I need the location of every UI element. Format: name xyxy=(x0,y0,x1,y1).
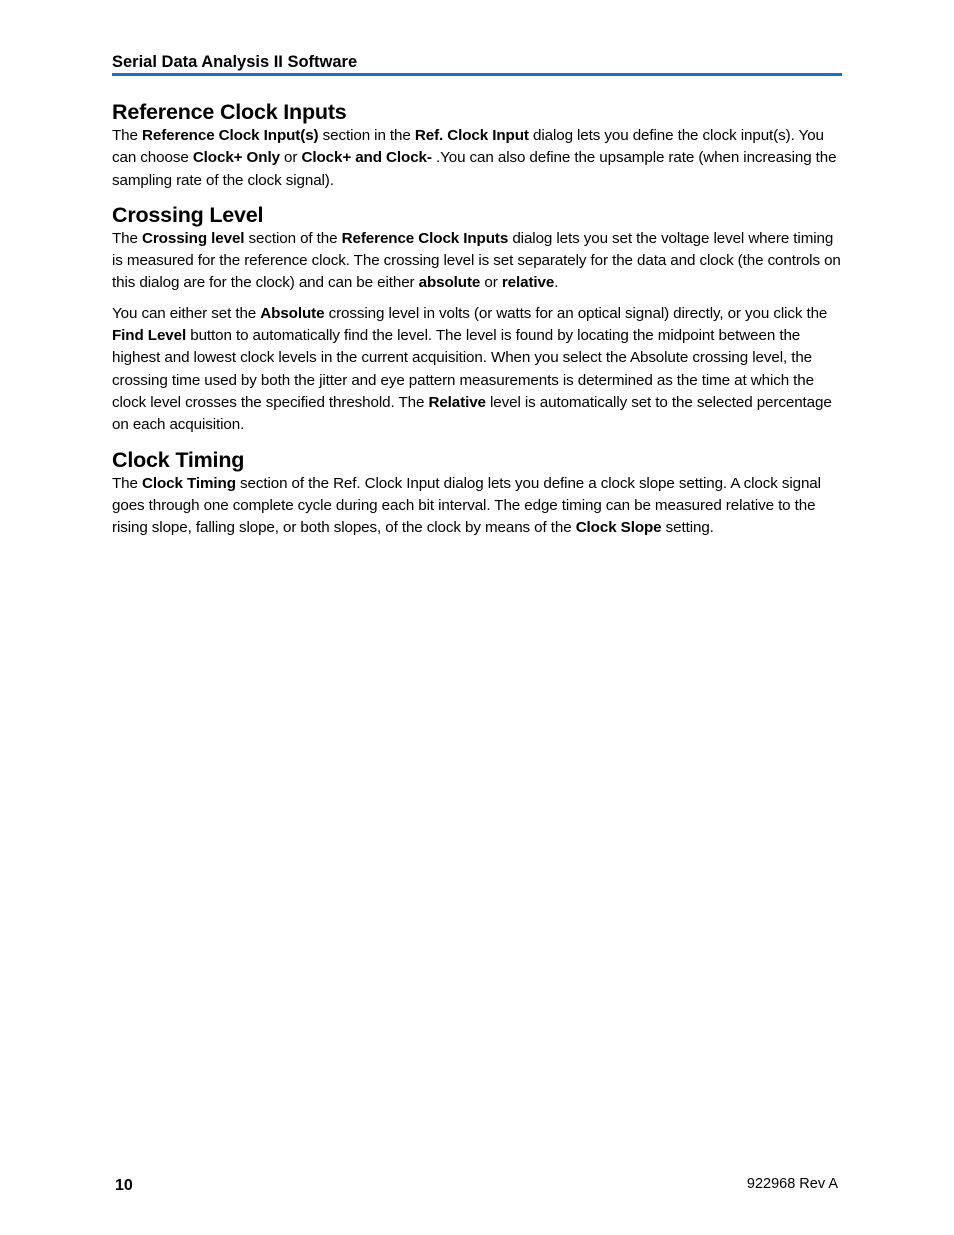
page-content xyxy=(112,99,844,539)
section-heading: Crossing Level xyxy=(112,202,264,227)
bold-term: Ref. Clock Input xyxy=(414,127,529,144)
body-paragraph: You can either set the Absolute crossing level in volts (or watts for an optical signal) directly, or you click the Find Level button to automatically find the level. The level is found by locating the midpoint between the highest and lowest clock levels in the current acquisition. When you select the Absolute crossing level, the crossing time used by both the jitter and eye pattern measurements is determined as the time at which the clock level crosses the specified threshold. The Relative level is automatically set to the selected percentage on each acquisition. xyxy=(112,304,832,434)
section-heading: Reference Clock Inputs xyxy=(112,100,347,124)
bold-term: Reference Clock Inputs xyxy=(341,229,509,247)
bold-term: Clock Timing xyxy=(142,474,236,492)
section-heading: Clock Timing xyxy=(112,447,245,472)
bold-term: Clock Slope xyxy=(575,519,662,537)
section-crossing-level xyxy=(112,202,844,437)
bold-term: Reference Clock Input(s) xyxy=(142,127,319,144)
bold-term: absolute xyxy=(418,274,481,292)
body-paragraph: The Crossing level section of the Reference Clock Inputs dialog lets you set the voltage level where timing is measured for the reference clock. The crossing level is set separately for the data and clock (the controls on this dialog are for the clock) and can be either absolute or relative. xyxy=(112,229,841,292)
body-paragraph: The Reference Clock Input(s) section in the Ref. Clock Input dialog lets you define the clock input(s). You can choose Clock+ Only or Clock+ and Clock- .You can also define the upsample rate (when increasing the sampling rate of the clock signal). xyxy=(112,127,837,189)
document-id: 922968 Rev A xyxy=(746,1176,838,1192)
bold-term: Absolute xyxy=(260,304,325,322)
bold-term: Find Level xyxy=(112,327,187,345)
section-clock-timing xyxy=(112,447,844,540)
running-header-title: Serial Data Analysis II Software xyxy=(112,53,358,71)
section-reference-clock-inputs xyxy=(112,99,844,192)
bold-term: Clock+ and Clock- xyxy=(301,149,432,167)
bold-term: Crossing level xyxy=(142,229,245,247)
bold-term: Clock+ Only xyxy=(192,149,280,167)
bold-term: Relative xyxy=(428,393,486,411)
header-rule xyxy=(112,73,842,76)
bold-term: relative xyxy=(501,274,555,292)
page-number: 10 xyxy=(115,1177,133,1194)
body-paragraph: The Clock Timing section of the Ref. Clock Input dialog lets you define a clock slope setting. A clock signal goes through one complete cycle during each bit interval. The edge timing can be measured relative to the rising slope, falling slope, or both slopes, of the clock by means of the Clock Slope setting. xyxy=(112,474,821,537)
